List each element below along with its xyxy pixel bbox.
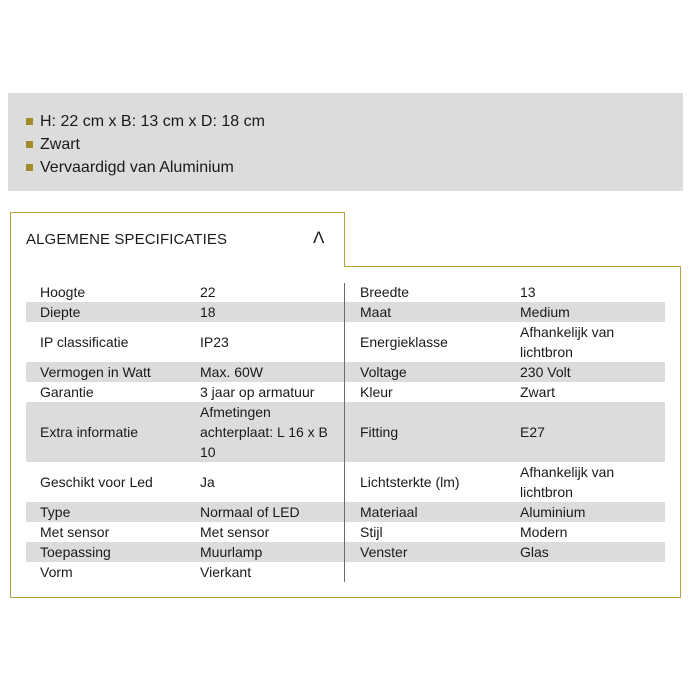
spec-value: Medium <box>520 304 570 320</box>
square-bullet-icon <box>26 118 33 125</box>
spec-label: Maat <box>360 304 392 320</box>
spec-label: Vermogen in Watt <box>40 364 151 380</box>
feature-item <box>8 110 683 133</box>
spec-value: Modern <box>520 524 568 540</box>
spec-row <box>26 522 665 542</box>
spec-row <box>26 402 665 462</box>
spec-value: Afmetingen achterplaat: L 16 x B 10 <box>200 404 328 460</box>
spec-value: 13 <box>520 284 536 300</box>
spec-label: Extra informatie <box>40 424 139 440</box>
spec-label: Type <box>40 504 71 520</box>
specs-tab-header[interactable] <box>10 212 345 267</box>
spec-label: Toepassing <box>40 544 111 560</box>
spec-value: Afhankelijk van lichtbron <box>520 464 615 500</box>
feature-item <box>8 133 683 156</box>
square-bullet-icon <box>26 141 33 148</box>
spec-value: Max. 60W <box>200 364 264 380</box>
spec-row <box>26 502 665 522</box>
spec-value: Glas <box>520 544 549 560</box>
spec-value: Ja <box>200 474 215 490</box>
spec-label: Hoogte <box>40 284 86 300</box>
spec-label: Vorm <box>40 564 73 580</box>
spec-label: Fitting <box>360 424 399 440</box>
spec-value: Met sensor <box>200 524 270 540</box>
spec-row <box>26 282 665 302</box>
spec-value: 230 Volt <box>520 364 571 380</box>
spec-value: Muurlamp <box>200 544 263 560</box>
column-divider <box>344 283 345 582</box>
spec-label: Met sensor <box>40 524 110 540</box>
spec-value: IP23 <box>200 334 229 350</box>
spec-label <box>346 562 506 582</box>
spec-label: Materiaal <box>360 504 418 520</box>
spec-value: 3 jaar op armatuur <box>200 384 315 400</box>
spec-value: 18 <box>200 304 216 320</box>
spec-row <box>26 302 665 322</box>
spec-label: IP classificatie <box>40 334 129 350</box>
spec-value: 22 <box>200 284 216 300</box>
spec-row <box>26 322 665 362</box>
spec-value: Aluminium <box>520 504 586 520</box>
spec-value <box>506 562 665 582</box>
spec-value: Afhankelijk van lichtbron <box>520 324 615 360</box>
specs-tab-title: ALGEMENE SPECIFICATIES <box>26 231 228 248</box>
feature-text: Zwart <box>40 135 80 153</box>
feature-item <box>8 156 683 179</box>
spec-label: Venster <box>360 544 408 560</box>
spec-label: Energieklasse <box>360 334 448 350</box>
spec-row <box>26 562 665 582</box>
spec-label: Voltage <box>360 364 407 380</box>
spec-label: Garantie <box>40 384 94 400</box>
spec-label: Stijl <box>360 524 383 540</box>
spec-value: E27 <box>520 424 545 440</box>
spec-row <box>26 542 665 562</box>
feature-text: Vervaardigd van Aluminium <box>40 158 234 176</box>
spec-label: Geschikt voor Led <box>40 474 153 490</box>
spec-label: Diepte <box>40 304 81 320</box>
spec-row <box>26 462 665 502</box>
product-features <box>8 93 683 191</box>
chevron-up-icon[interactable]: Λ <box>313 228 325 247</box>
spec-row <box>26 382 665 402</box>
square-bullet-icon <box>26 164 33 171</box>
spec-label: Kleur <box>360 384 393 400</box>
spec-value: Vierkant <box>200 564 252 580</box>
feature-text: H: 22 cm x B: 13 cm x D: 18 cm <box>40 112 265 130</box>
spec-label: Lichtsterkte (lm) <box>360 474 460 490</box>
spec-value: Normaal of LED <box>200 504 300 520</box>
spec-value: Zwart <box>520 384 555 400</box>
specs-table <box>26 282 665 582</box>
spec-label: Breedte <box>360 284 410 300</box>
spec-row <box>26 362 665 382</box>
